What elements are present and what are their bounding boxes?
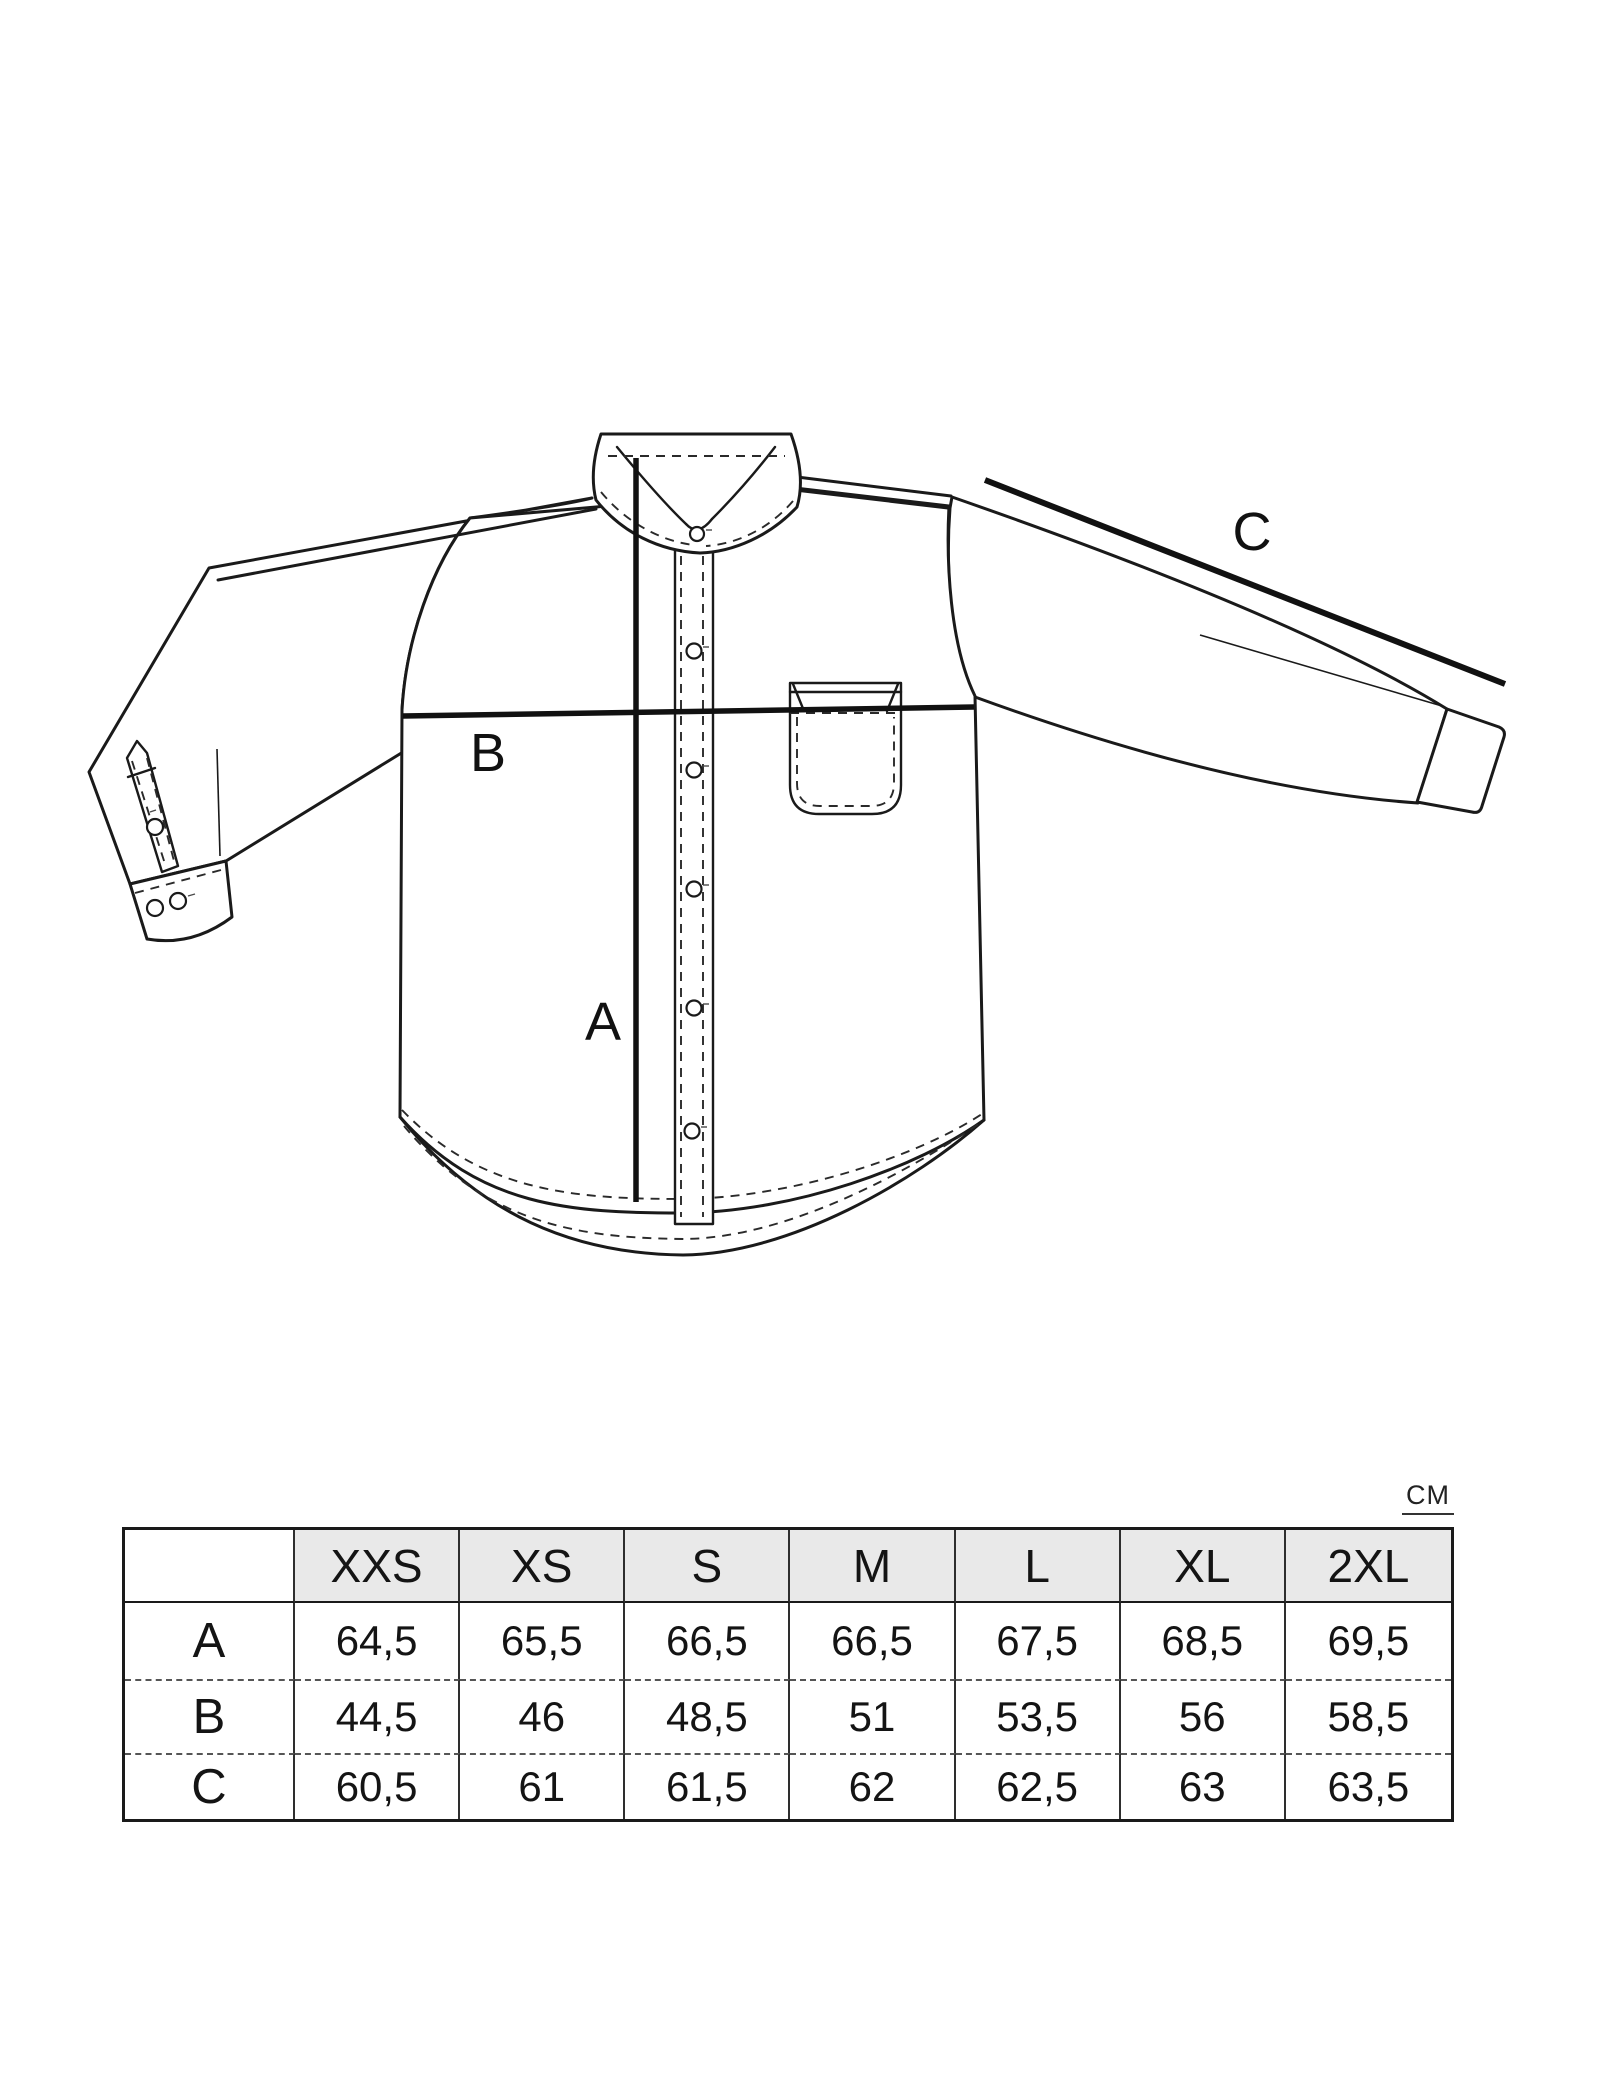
size-value-cell: 62,5 <box>956 1753 1121 1819</box>
collar-button <box>690 527 704 541</box>
size-col-header: XS <box>460 1530 625 1603</box>
size-value-cell: 44,5 <box>295 1679 460 1753</box>
size-value-cell: 68,5 <box>1121 1603 1286 1679</box>
size-value-cell: 48,5 <box>625 1679 790 1753</box>
size-col-header: XXS <box>295 1530 460 1603</box>
table-corner-cell <box>125 1530 295 1603</box>
size-value-cell: 61,5 <box>625 1753 790 1819</box>
measurement-label-a: A <box>584 992 622 1052</box>
unit-label: CM <box>1402 1480 1454 1515</box>
measurement-row-label: A <box>125 1603 295 1679</box>
size-col-header: 2XL <box>1286 1530 1451 1603</box>
size-value-cell: 62 <box>790 1753 955 1819</box>
size-value-cell: 46 <box>460 1679 625 1753</box>
size-value-cell: 60,5 <box>295 1753 460 1819</box>
size-col-header: S <box>625 1530 790 1603</box>
size-value-cell: 66,5 <box>625 1603 790 1679</box>
measurement-row-label: C <box>125 1753 295 1819</box>
size-col-header: XL <box>1121 1530 1286 1603</box>
size-value-cell: 65,5 <box>460 1603 625 1679</box>
measurement-label-c: C <box>1232 502 1272 562</box>
left-cuff-button <box>170 893 186 909</box>
size-value-cell: 61 <box>460 1753 625 1819</box>
sleeve-placket-button <box>147 819 163 835</box>
size-value-cell: 58,5 <box>1286 1679 1451 1753</box>
measurement-row-label: B <box>125 1679 295 1753</box>
size-value-cell: 63,5 <box>1286 1753 1451 1819</box>
right-sleeve <box>948 497 1504 812</box>
size-value-cell: 69,5 <box>1286 1603 1451 1679</box>
size-value-cell: 64,5 <box>295 1603 460 1679</box>
size-value-cell: 53,5 <box>956 1679 1121 1753</box>
button-placket <box>675 548 713 1224</box>
size-value-cell: 67,5 <box>956 1603 1121 1679</box>
size-value-cell: 51 <box>790 1679 955 1753</box>
size-col-header: M <box>790 1530 955 1603</box>
size-table <box>122 1527 1454 1822</box>
left-cuff-button <box>147 900 163 916</box>
size-col-header: L <box>956 1530 1121 1603</box>
size-value-cell: 63 <box>1121 1753 1286 1819</box>
measurement-label-b: B <box>469 723 507 783</box>
size-value-cell: 66,5 <box>790 1603 955 1679</box>
size-value-cell: 56 <box>1121 1679 1286 1753</box>
chest-pocket <box>790 683 901 814</box>
